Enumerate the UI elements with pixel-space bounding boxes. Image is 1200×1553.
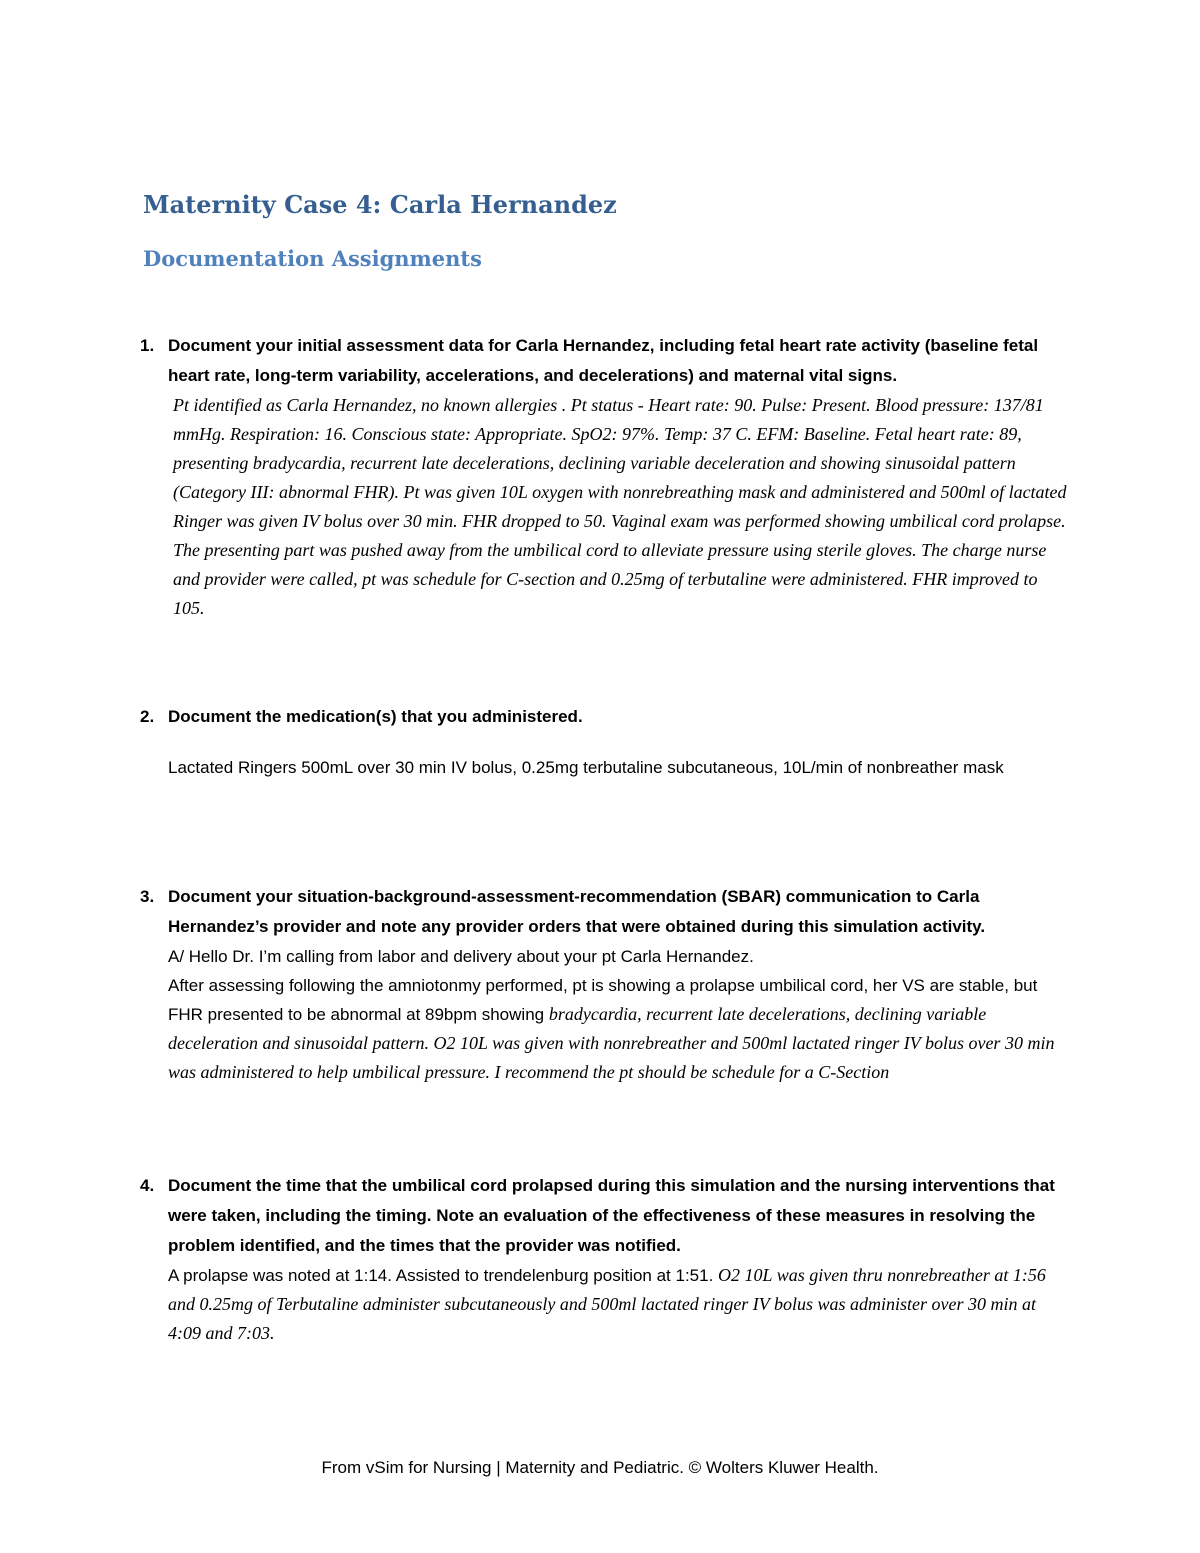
item-question: Document the time that the umbilical cord prolapsed during this simulation and the nursing interventions that were taken, including the timing. Note an evaluation of the effectiveness of these measures in resolving the problem identified, and the times that the provider was notified. [168, 1176, 1055, 1255]
list-item [140, 331, 1070, 623]
item-question: Document the medication(s) that you administered. [168, 707, 583, 726]
item-answer-plain: A prolapse was noted at 1:14. Assisted to trendelenburg position at 1:51. [168, 1266, 714, 1285]
item-answer-italic: bradycardia, recurrent late decelerations, declining variable deceleration and sinusoidal pattern. O2 10L was given with nonrebreather and 500ml lactated ringer IV bolus over 30 min was administered to help umbilical pressure. I recommend the pt should be schedule for a C-Section [168, 1004, 1055, 1082]
list-item [140, 1171, 1070, 1348]
item-number: 1. [140, 336, 155, 355]
page-footer: From vSim for Nursing | Maternity and Pediatric. © Wolters Kluwer Health. [321, 1458, 879, 1477]
list-item [140, 882, 1070, 1087]
item-answer: Lactated Ringers 500mL over 30 min IV bolus, 0.25mg terbutaline subcutaneous, 10L/min of nonbreather mask [168, 758, 1004, 777]
item-question: Document your situation-background-assessment-recommendation (SBAR) communication to Carla Hernandez’s provider and note any provider orders that were obtained during this simulation activity. [168, 887, 986, 936]
item-number: 4. [140, 1176, 155, 1195]
item-number: 3. [140, 887, 155, 906]
item-answer: Pt identified as Carla Hernandez, no known allergies . Pt status - Heart rate: 90. Pulse: Present. Blood pressure: 137/81 mmHg. Respiration: 16. Conscious state: Appropriate. SpO2: 97%. Temp: 37 C. EFM: Baseline. Fetal heart rate: 89, presenting bradycardia, recurrent late decelerations, declining variable deceleration and showing sinusoidal pattern (Category III: abnormal FHR). Pt was given 10L oxygen with nonrebreathing mask and administered and 500ml of lactated Ringer was given IV bolus over 30 min. FHR dropped to 50. Vaginal exam was performed showing umbilical cord prolapse. The presenting part was pushed away from the umbilical cord to alleviate pressure using sterile gloves. The charge nurse and provider were called, pt was schedule for C-section and 0.25mg of terbutaline were administered. FHR improved to 105. [173, 395, 1067, 618]
item-answer-plain: After assessing following the amniotonmy performed, pt is showing a prolapse umbilical cord, her VS are stable, but FHR presented to be abnormal at 89bpm showing [168, 976, 1038, 1024]
item-answer-italic: O2 10L was given thru nonrebreather at 1:56 and 0.25mg of Terbutaline administer subcutaneously and 500ml lactated ringer IV bolus was administer over 30 min at 4:09 and 7:03. [168, 1265, 1046, 1343]
page-title: Maternity Case 4: Carla Hernandez [143, 190, 617, 219]
list-item [140, 702, 1070, 783]
item-answer [168, 1261, 1070, 1348]
item-answer-line: A/ Hello Dr. I’m calling from labor and delivery about your pt Carla Hernandez. [168, 947, 754, 966]
item-question: Document your initial assessment data for Carla Hernandez, including fetal heart rate activity (baseline fetal heart rate, long-term variability, accelerations, and decelerations) and maternal vital signs. [168, 336, 1039, 385]
page-subtitle: Documentation Assignments [143, 246, 482, 271]
item-answer [168, 971, 1070, 1087]
item-number: 2. [140, 707, 155, 726]
